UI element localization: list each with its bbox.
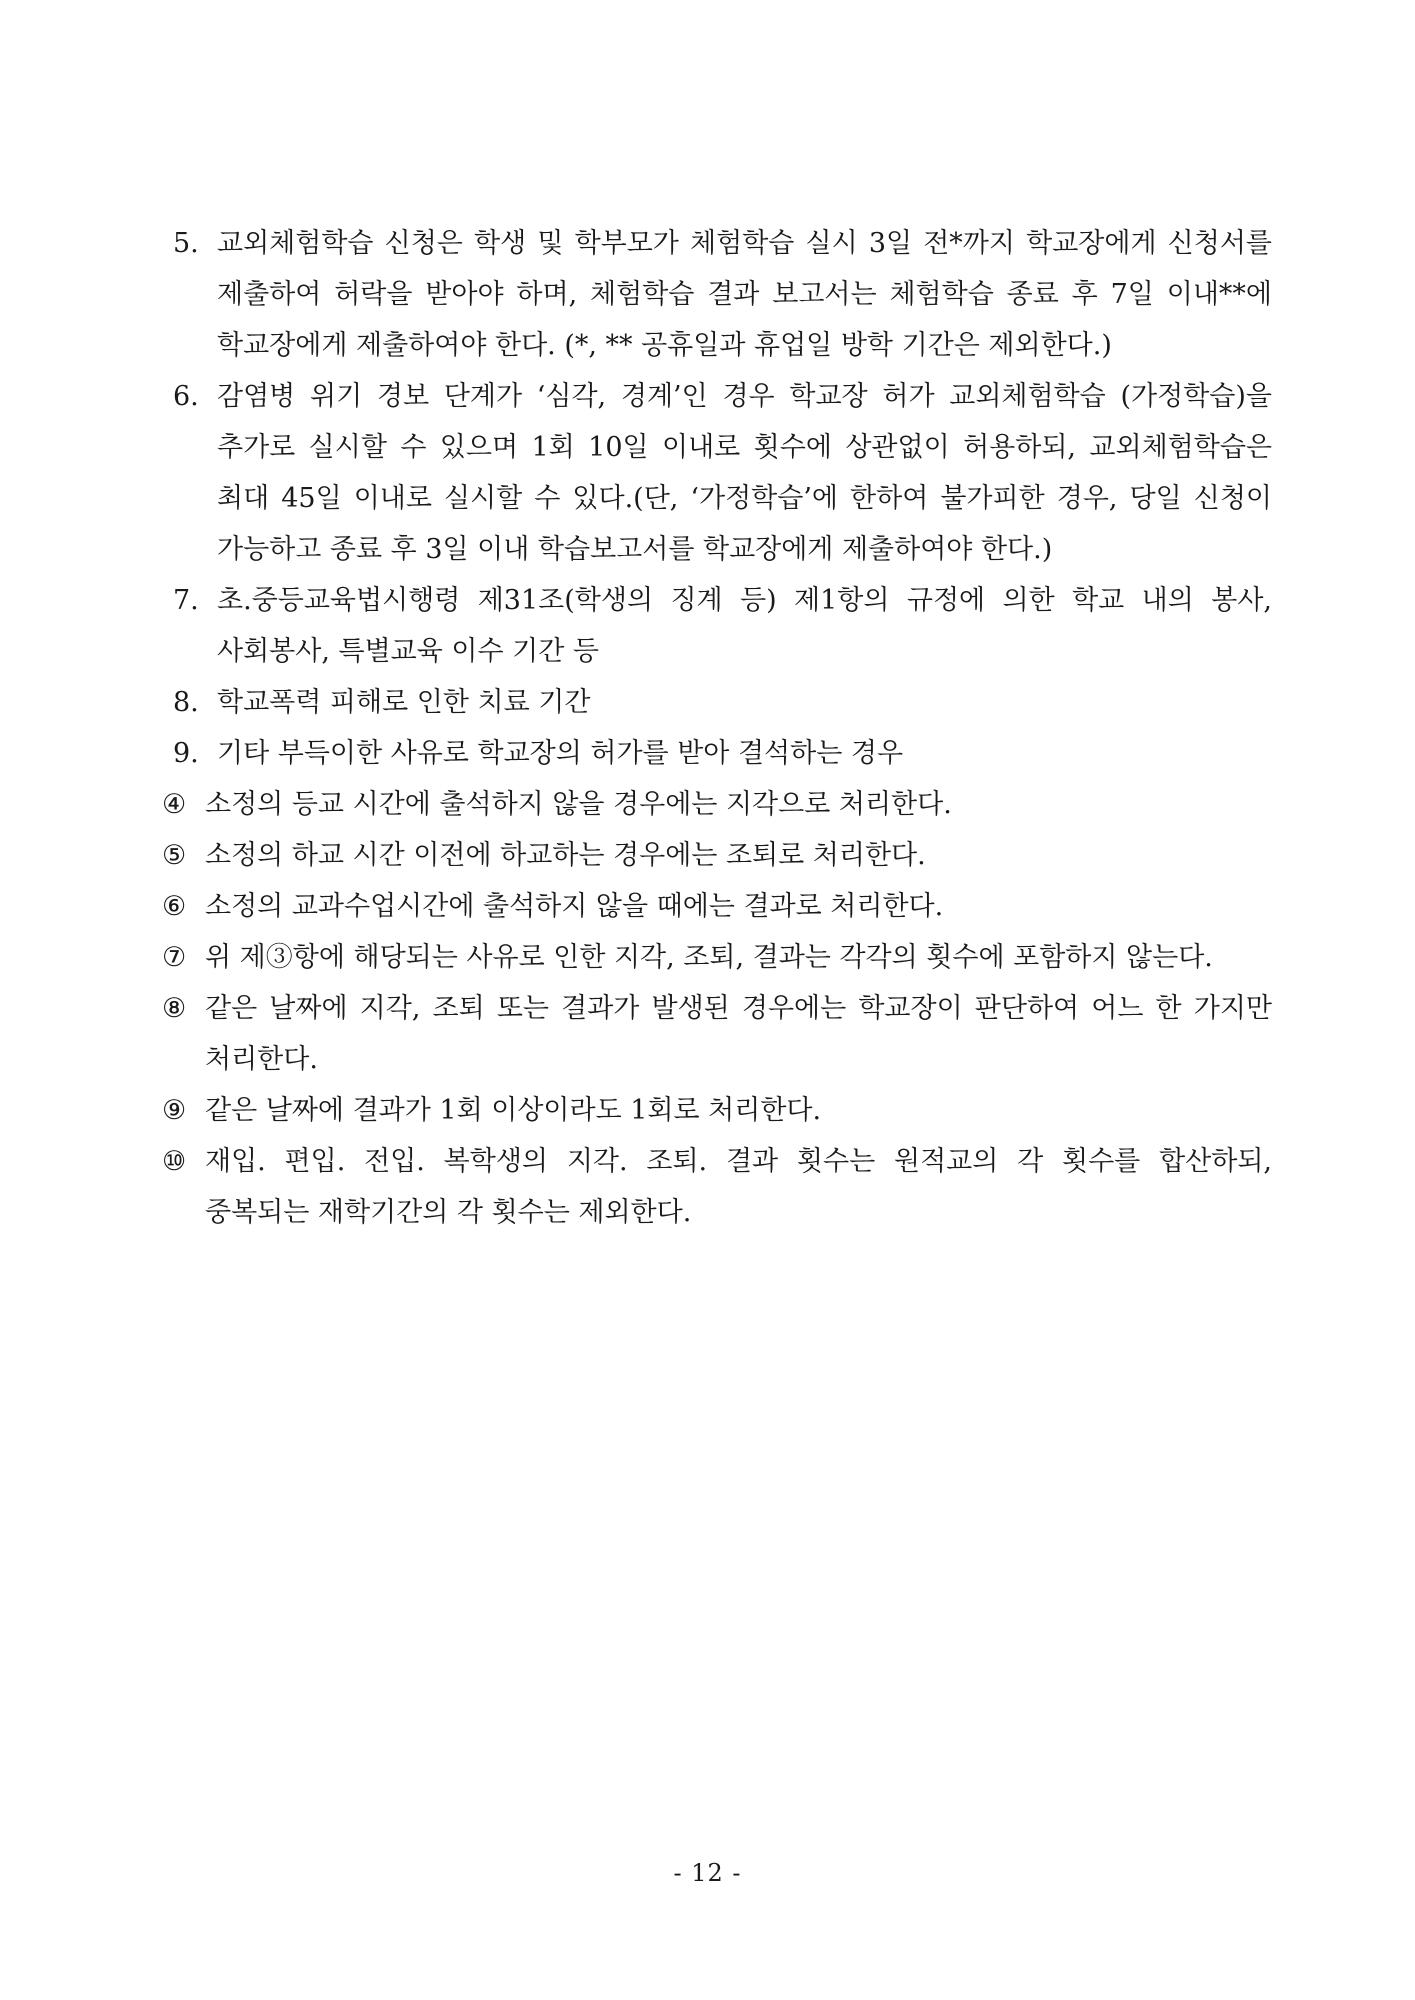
- item-number: 5.: [173, 228, 199, 259]
- clause-5: [0, 830, 1415, 881]
- page-body: [0, 218, 1415, 1238]
- clause-10: [0, 1136, 1415, 1238]
- item-text: 초.중등교육법시행령 제31조(학생의 징계 등) 제1항의 규정에 의한 학교 내의 봉사, 사회봉사, 특별교육 이수 기간 등: [217, 585, 1272, 667]
- clause-text: 소정의 교과수업시간에 출석하지 않을 때에는 결과로 처리한다.: [205, 891, 944, 922]
- clause-marker: ⑦: [162, 942, 187, 973]
- numbered-item-9: [0, 728, 1415, 779]
- item-number: 7.: [173, 585, 199, 616]
- clause-text: 소정의 등교 시간에 출석하지 않을 경우에는 지각으로 처리한다.: [205, 789, 952, 820]
- clause-marker: ⑧: [162, 993, 187, 1024]
- clause-marker: ⑩: [162, 1146, 187, 1177]
- clause-4: [0, 779, 1415, 830]
- item-number: 8.: [173, 687, 199, 718]
- page-number: - 12 -: [673, 1859, 742, 1887]
- numbered-item-8: [0, 677, 1415, 728]
- clause-text: 위 제③항에 해당되는 사유로 인한 지각, 조퇴, 결과는 각각의 횟수에 포함하지 않는다.: [205, 942, 1213, 973]
- item-number: 9.: [173, 738, 199, 769]
- numbered-item-6: [0, 371, 1415, 575]
- item-text: 감염병 위기 경보 단계가 ‘심각, 경계’인 경우 학교장 허가 교외체험학습 (가정학습)을 추가로 실시할 수 있으며 1회 10일 이내로 횟수에 상관없이 허용하되, 교외체험학습은 최대 45일 이내로 실시할 수 있다.(단, ‘가정학습’에 한하여 불가피한 경우, 당일 신청이 가능하고 종료 후 3일 이내 학습보고서를 학교장에게 제출하여야 한다.): [217, 381, 1272, 565]
- clause-text: 재입. 편입. 전입. 복학생의 지각. 조퇴. 결과 횟수는 원적교의 각 횟수를 합산하되, 중복되는 재학기간의 각 횟수는 제외한다.: [205, 1146, 1272, 1228]
- clause-marker: ⑥: [162, 891, 187, 922]
- clause-8: [0, 983, 1415, 1085]
- clause-text: 같은 날짜에 결과가 1회 이상이라도 1회로 처리한다.: [205, 1095, 822, 1126]
- item-text: 학교폭력 피해로 인한 치료 기간: [217, 687, 591, 718]
- clause-9: [0, 1085, 1415, 1136]
- clause-text: 소정의 하교 시간 이전에 하교하는 경우에는 조퇴로 처리한다.: [205, 840, 926, 871]
- clause-marker: ⑨: [162, 1095, 187, 1126]
- item-number: 6.: [173, 381, 199, 412]
- clause-6: [0, 881, 1415, 932]
- numbered-item-7: [0, 575, 1415, 677]
- item-text: 교외체험학습 신청은 학생 및 학부모가 체험학습 실시 3일 전*까지 학교장에게 신청서를 제출하여 허락을 받아야 하며, 체험학습 결과 보고서는 체험학습 종료 후 7일 이내**에 학교장에게 제출하여야 한다. (*, ** 공휴일과 휴업일 방학 기간은 제외한다.): [217, 228, 1272, 361]
- clause-text: 같은 날짜에 지각, 조퇴 또는 결과가 발생된 경우에는 학교장이 판단하여 어느 한 가지만 처리한다.: [205, 993, 1272, 1075]
- item-text: 기타 부득이한 사유로 학교장의 허가를 받아 결석하는 경우: [217, 738, 904, 769]
- clause-7: [0, 932, 1415, 983]
- numbered-item-5: [0, 218, 1415, 371]
- clause-marker: ⑤: [162, 840, 187, 871]
- clause-marker: ④: [162, 789, 187, 820]
